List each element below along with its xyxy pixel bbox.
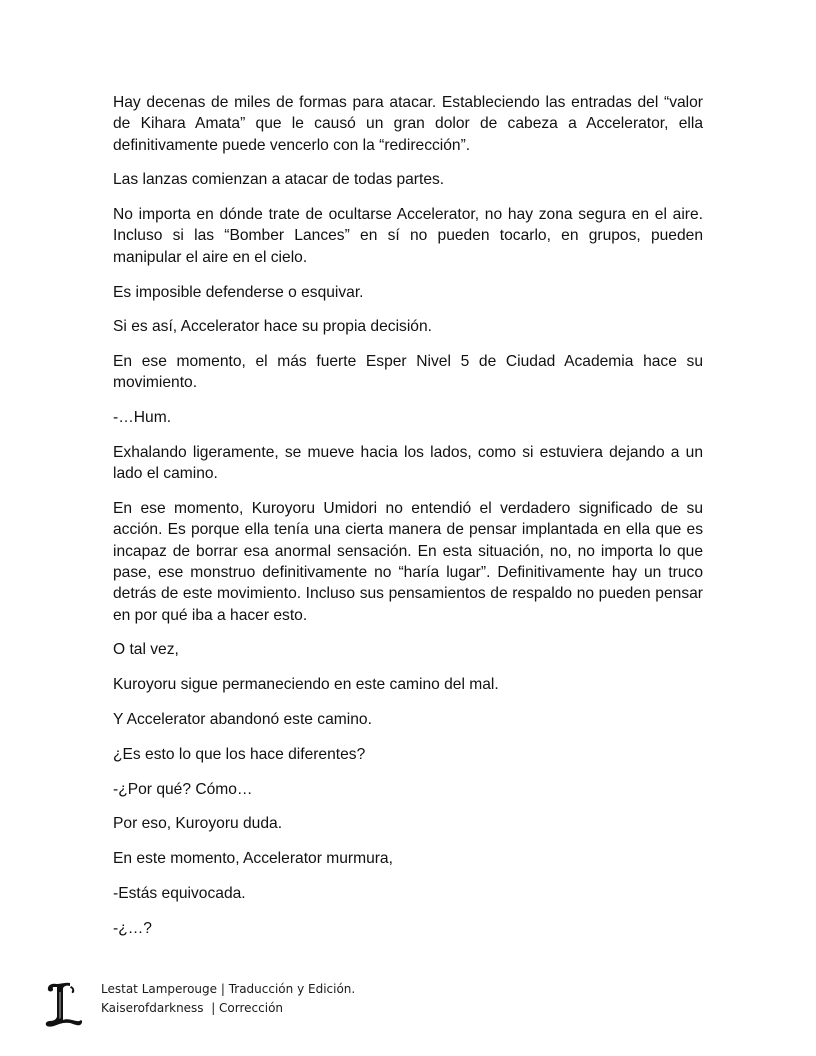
paragraph: Kuroyoru sigue permaneciendo en este camino del mal. [113, 676, 499, 694]
paragraph: En ese momento, Kuroyoru Umidori no entendió el verdadero significado de su acción. Es porque ella tenía una cierta manera de pensar implantada en ella que es incapaz de borrar esa anormal sensación. En esta situación, no, no importa lo que pase, ese monstruo definitivamente no “haría lugar”. Definitivamente hay un truco detrás de este movimiento. Incluso sus pensamientos de respaldo no pueden pensar en por qué iba a hacer esto. [113, 500, 703, 624]
paragraph: O tal vez, [113, 641, 179, 659]
paragraph: Y Accelerator abandonó este camino. [113, 711, 372, 729]
credits [101, 980, 355, 1018]
paragraph: Las lanzas comienzan a atacar de todas partes. [113, 171, 445, 189]
credit-line-correction: Kaiserofdarkness | Corrección [101, 1001, 284, 1015]
paragraph: -¿Por qué? Cómo… [113, 780, 253, 798]
paragraph: No importa en dónde trate de ocultarse Accelerator, no hay zona segura en el aire. Incluso si las “Bomber Lances” en sí no pueden tocarlo, en grupos, pueden manipular el aire en el cielo. [113, 206, 703, 266]
paragraph: Si es así, Accelerator hace su propia decisión. [113, 318, 432, 336]
credit-line-translation: Lestat Lamperouge | Traducción y Edición. [101, 982, 356, 996]
paragraph: Hay decenas de miles de formas para atacar. Estableciendo las entradas del “valor de Kihara Amata” que le causó un gran dolor de cabeza a Accelerator, ella definitivamente puede vencerlo con la “redirección”. [113, 94, 703, 154]
paragraph: En este momento, Accelerator murmura, [113, 850, 393, 868]
paragraph: -…Hum. [113, 409, 172, 427]
paragraph: -Estás equivocada. [113, 885, 246, 903]
paragraph: En ese momento, el más fuerte Esper Nivel 5 de Ciudad Academia hace su movimiento. [113, 353, 703, 392]
paragraph: -¿…? [113, 919, 152, 937]
page-footer [42, 980, 442, 1030]
paragraph: Exhalando ligeramente, se mueve hacia los lados, como si estuviera dejando a un lado el camino. [113, 444, 703, 483]
paragraph: ¿Es esto lo que los hace diferentes? [113, 745, 366, 763]
document-body [113, 92, 703, 953]
paragraph: Por eso, Kuroyoru duda. [113, 815, 283, 833]
gothic-letter-l-icon [42, 980, 84, 1028]
paragraph: Es imposible defenderse o esquivar. [113, 283, 364, 301]
